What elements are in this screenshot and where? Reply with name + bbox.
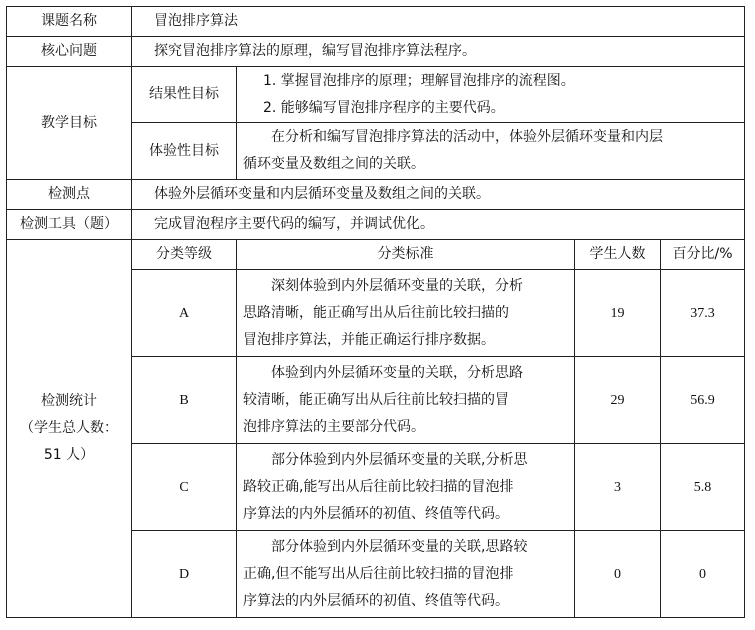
count-cell: 0 (575, 531, 661, 618)
stats-label-line-3: 51 人） (43, 447, 95, 463)
grade-cell: B (132, 357, 237, 444)
percent-cell: 0 (661, 531, 745, 618)
grade-cell: D (132, 531, 237, 618)
tool-label: 检测工具（题） (7, 210, 132, 240)
criteria-cell (237, 531, 575, 618)
core-label: 核心问题 (7, 37, 132, 67)
row-goals-result (7, 67, 745, 123)
criteria-line: 序算法的内外层循环的初值、终值等代码。 (243, 505, 509, 522)
criteria-line: 序算法的内外层循环的初值、终值等代码。 (243, 592, 509, 609)
checkpoint-value: 体验外层循环变量和内层循环变量及数组之间的关联。 (132, 180, 745, 210)
stats-label-line-2: （学生总人数： (20, 420, 118, 436)
experience-goal-label: 体验性目标 (132, 123, 237, 180)
criteria-cell (237, 270, 575, 357)
criteria-line: 深刻体验到内外层循环变量的关联，分析 (271, 277, 523, 294)
experience-goal-text (237, 123, 745, 180)
count-cell: 3 (575, 444, 661, 531)
criteria-line: 体验到内外层循环变量的关联，分析思路 (271, 364, 523, 381)
criteria-line: 较清晰，能正确写出从后往前比较扫描的冒 (243, 391, 509, 408)
checkpoint-label: 检测点 (7, 180, 132, 210)
count-cell: 29 (575, 357, 661, 444)
tool-value: 完成冒泡程序主要代码的编写，并调试优化。 (132, 210, 745, 240)
result-goal-label: 结果性目标 (132, 67, 237, 123)
header-count: 学生人数 (575, 240, 661, 270)
header-grade: 分类等级 (132, 240, 237, 270)
criteria-line: 部分体验到内外层循环变量的关联,思路较 (271, 538, 528, 555)
row-tool (7, 210, 745, 240)
criteria-cell (237, 444, 575, 531)
stats-label (7, 240, 132, 618)
lesson-table-container (6, 6, 745, 618)
criteria-cell (237, 357, 575, 444)
experience-goal-line-1: 在分析和编写冒泡排序算法的活动中，体验外层循环变量和内层 (271, 129, 663, 145)
core-value: 探究冒泡排序算法的原理，编写冒泡排序算法程序。 (132, 37, 745, 67)
grade-cell: C (132, 444, 237, 531)
stats-label-line-1: 检测统计 (41, 393, 97, 409)
topic-label: 课题名称 (7, 7, 132, 37)
lesson-plan-table (6, 6, 745, 618)
result-goal-item-2: 2. 能够编写冒泡排序程序的主要代码。 (263, 99, 505, 116)
goals-label: 教学目标 (7, 67, 132, 180)
header-percent: 百分比/% (661, 240, 745, 270)
header-criteria: 分类标准 (237, 240, 575, 270)
grade-cell: A (132, 270, 237, 357)
percent-cell: 5.8 (661, 444, 745, 531)
count-cell: 19 (575, 270, 661, 357)
criteria-line: 部分体验到内外层循环变量的关联,分析思 (271, 451, 528, 468)
criteria-line: 冒泡排序算法，并能正确运行排序数据。 (243, 331, 495, 348)
criteria-line: 泡排序算法的主要部分代码。 (243, 418, 425, 435)
row-core-question (7, 37, 745, 67)
row-checkpoint (7, 180, 745, 210)
topic-value: 冒泡排序算法 (132, 7, 745, 37)
result-goal-items (237, 67, 745, 123)
result-goal-item-1: 1. 掌握冒泡排序的原理；理解冒泡排序的流程图。 (263, 72, 575, 89)
stats-header-row (7, 240, 745, 270)
experience-goal-line-2: 循环变量及数组之间的关联。 (243, 156, 425, 172)
criteria-line: 路较正确,能写出从后往前比较扫描的冒泡排 (243, 478, 514, 495)
percent-cell: 37.3 (661, 270, 745, 357)
row-topic (7, 7, 745, 37)
criteria-line: 正确,但不能写出从后往前比较扫描的冒泡排 (243, 565, 514, 582)
percent-cell: 56.9 (661, 357, 745, 444)
criteria-line: 思路清晰，能正确写出从后往前比较扫描的 (243, 304, 509, 321)
